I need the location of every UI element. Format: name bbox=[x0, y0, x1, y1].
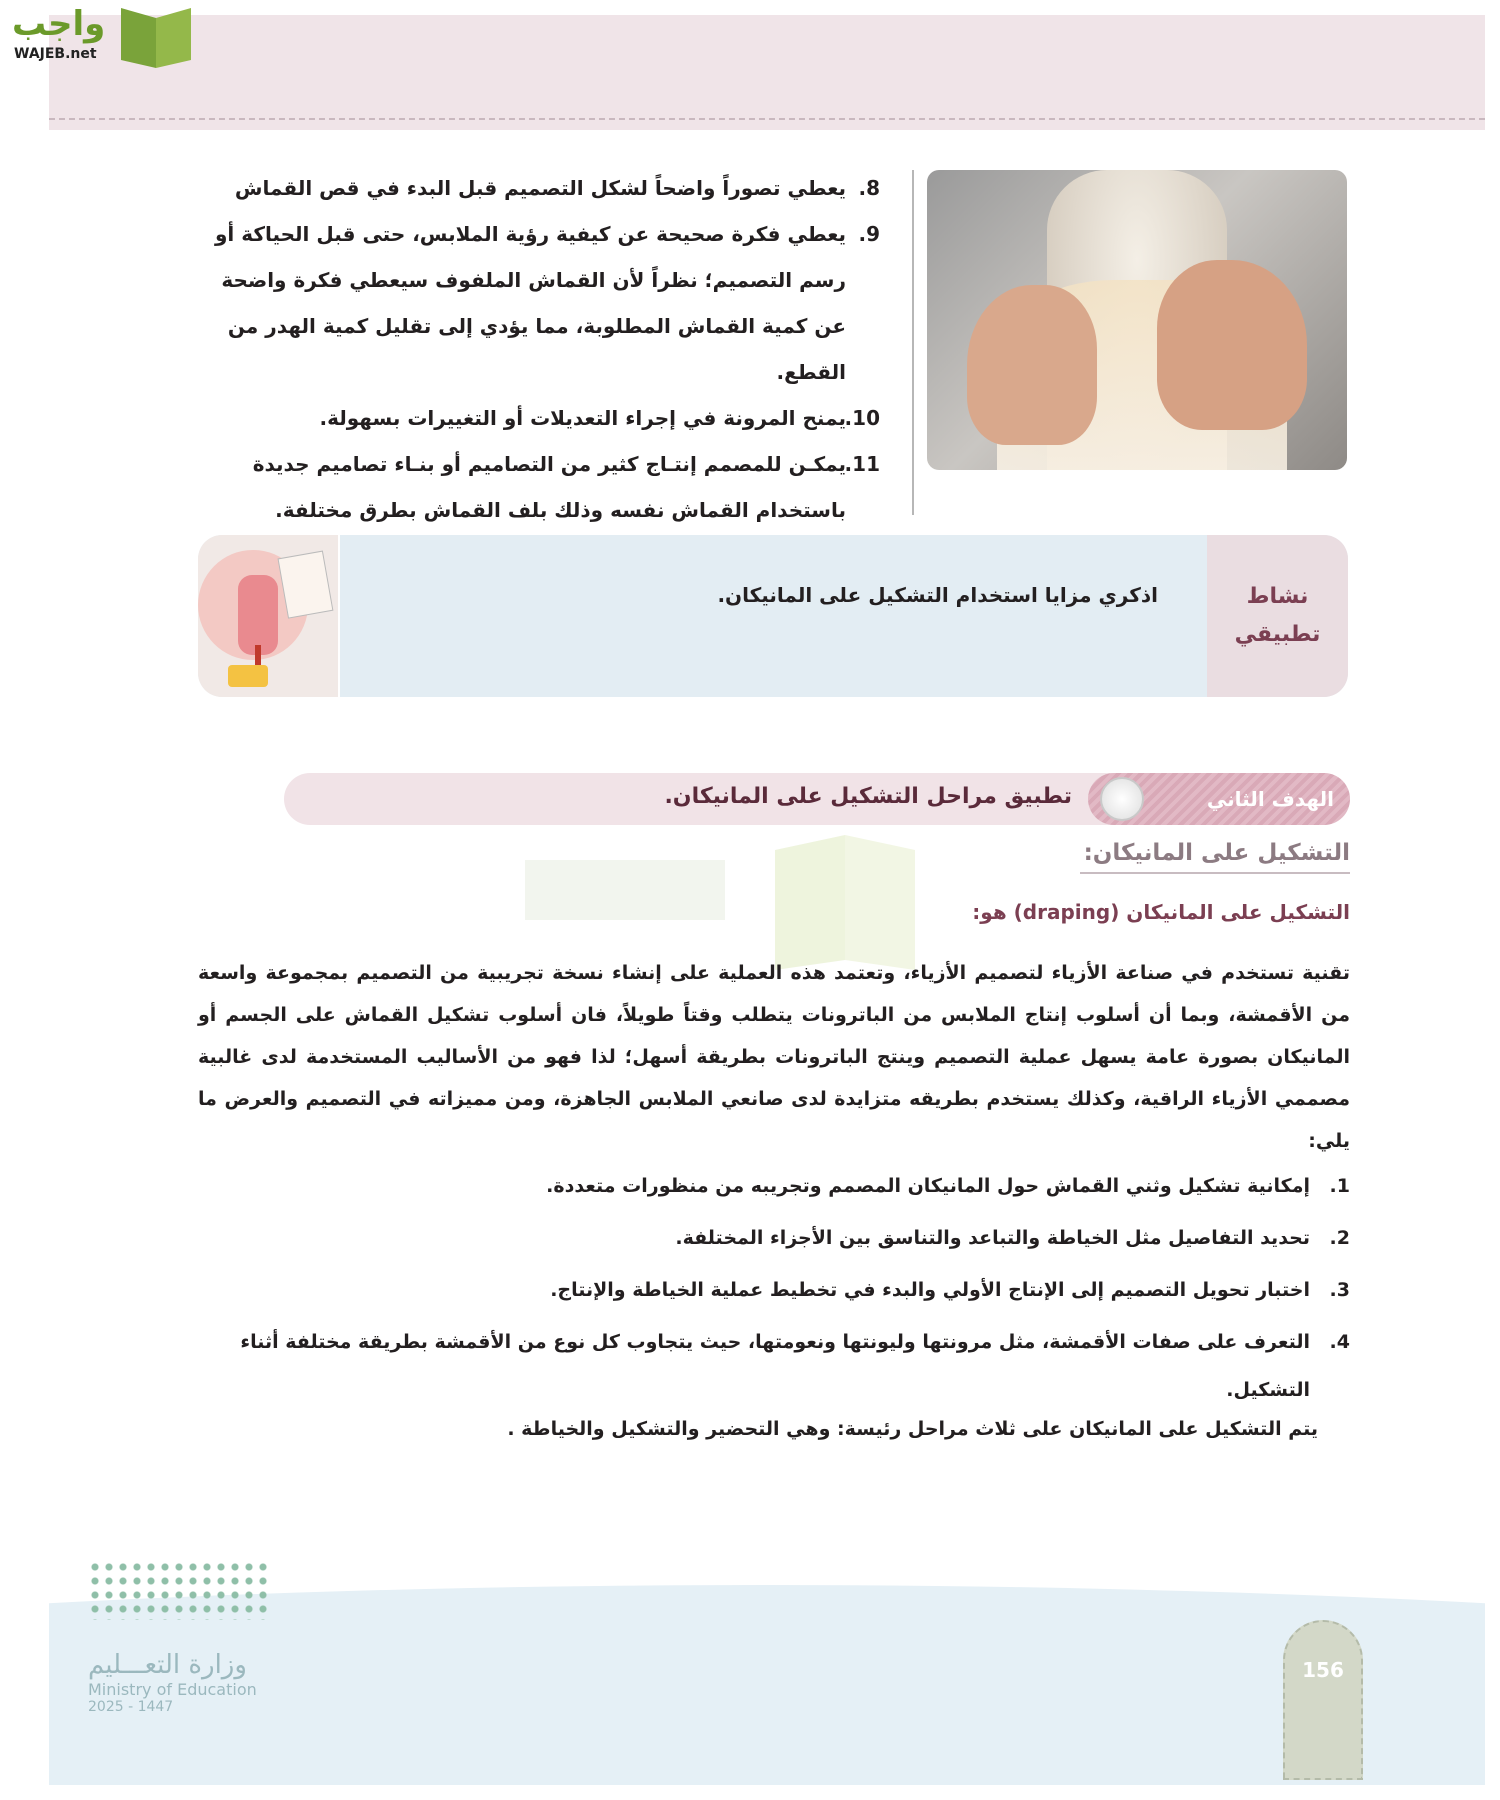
watermark bbox=[505, 830, 1005, 970]
column-divider bbox=[912, 170, 914, 515]
item-number: 2. bbox=[1329, 1227, 1350, 1249]
activity-label-line1: نشاط bbox=[1246, 584, 1309, 609]
item-text: يمكـن للمصمم إنتـاج كثير من التصاميم أو بنـاء تصاميم جديدة باستخدام القماش نفسه وذلك بلف القماش بطرق مختلفة. bbox=[252, 452, 846, 522]
advantages-list-continued bbox=[190, 165, 880, 533]
activity-text: اذكري مزايا استخدام التشكيل على المانيكان. bbox=[717, 583, 1158, 607]
logo-text: واجب bbox=[12, 4, 106, 44]
header-band bbox=[49, 15, 1485, 130]
page-number: 156 bbox=[1283, 1620, 1363, 1780]
list-item bbox=[190, 211, 880, 395]
item-number: 9. bbox=[858, 222, 880, 246]
book-icon bbox=[116, 8, 196, 68]
list-item bbox=[198, 1214, 1350, 1262]
stages-sentence: يتم التشكيل على المانيكان على ثلاث مراحل رئيسة: وهي التحضير والتشكيل والخياطة . bbox=[507, 1418, 1318, 1440]
definition-heading: التشكيل على المانيكان (draping) هو: bbox=[972, 900, 1350, 924]
features-list bbox=[198, 1162, 1350, 1418]
activity-box bbox=[198, 535, 1348, 697]
goal-tag: الهدف الثاني bbox=[1206, 787, 1334, 811]
definition-paragraph: تقنية تستخدم في صناعة الأزياء لتصميم الأزياء، وتعتمد هذه العملية على إنشاء نسخة تجريبية من التصميم بمجموعة واسعة من الأقمشة، وبما أن أسلوب إنتاج الملابس من الباترونات يتطلب وقتاً طويلاً، فان أسلوب تشكيل القماش على الجسم أو المانيكان بصورة عامة يسهل عملية التصميم وينتج الباترونات بطريقة أسهل؛ لذا فهو من الأساليب المستخدمة لدى غالبية مصممي الأزياء الراقية، وكذلك يستخدم بطريقه متزايدة لدى صانعي الملابس الجاهزة، ومن مميزاته في التصميم والعرض ما يلي: bbox=[198, 962, 1350, 1152]
item-number: 11. bbox=[844, 452, 880, 476]
item-text: يعطي تصوراً واضحاً لشكل التصميم قبل البدء في قص القماش bbox=[234, 176, 846, 200]
item-text: يمنح المرونة في إجراء التعديلات أو التغييرات بسهولة. bbox=[319, 406, 846, 430]
ministry-dots-icon bbox=[88, 1560, 268, 1620]
logo-latin: WAJEB.net bbox=[14, 46, 97, 62]
goal-text: تطبيق مراحل التشكيل على المانيكان. bbox=[664, 784, 1072, 809]
item-text: تحديد التفاصيل مثل الخياطة والتباعد والتناسق بين الأجزاء المختلفة. bbox=[675, 1227, 1310, 1249]
button-icon bbox=[1100, 777, 1144, 821]
ministry-logo bbox=[88, 1560, 268, 1715]
item-text: التعرف على صفات الأقمشة، مثل مرونتها وليونتها ونعومتها، حيث يتجاوب كل نوع من الأقمشة بطريقة مختلفة أثناء التشكيل. bbox=[240, 1331, 1310, 1401]
item-number: 3. bbox=[1329, 1279, 1350, 1301]
item-text: إمكانية تشكيل وثني القماش حول المانيكان المصمم وتجريبه من منظورات متعددة. bbox=[546, 1175, 1310, 1197]
goal-bar bbox=[284, 773, 1350, 825]
item-number: 1. bbox=[1329, 1175, 1350, 1197]
list-item bbox=[198, 1318, 1350, 1414]
list-item bbox=[190, 395, 880, 441]
ministry-en: Ministry of Education bbox=[88, 1680, 257, 1699]
activity-label bbox=[1207, 535, 1348, 697]
ministry-ar: وزارة التعـــليم bbox=[88, 1650, 247, 1680]
draping-photo bbox=[927, 170, 1347, 470]
activity-label-line2: تطبيقي bbox=[1234, 622, 1321, 647]
item-number: 8. bbox=[858, 176, 880, 200]
list-item bbox=[190, 165, 880, 211]
item-number: 10. bbox=[844, 406, 880, 430]
list-item bbox=[198, 1162, 1350, 1210]
wajeb-logo[interactable] bbox=[8, 4, 193, 68]
section-heading: التشكيل على المانيكان: bbox=[1080, 840, 1350, 874]
list-item bbox=[190, 441, 880, 533]
mannequin-illustration bbox=[198, 535, 340, 697]
item-number: 4. bbox=[1329, 1331, 1350, 1353]
list-item bbox=[198, 1266, 1350, 1314]
item-text: اختبار تحويل التصميم إلى الإنتاج الأولي والبدء في تخطيط عملية الخياطة والإنتاج. bbox=[550, 1279, 1310, 1301]
item-text: يعطي فكرة صحيحة عن كيفية رؤية الملابس، حتى قبل الحياكة أو رسم التصميم؛ نظراً لأن القماش الملفوف سيعطي فكرة واضحة عن كمية القماش المطلوبة، مما يؤدي إلى تقليل كمية الهدر من القطع. bbox=[214, 222, 846, 384]
year: 2025 - 1447 bbox=[88, 1699, 174, 1715]
